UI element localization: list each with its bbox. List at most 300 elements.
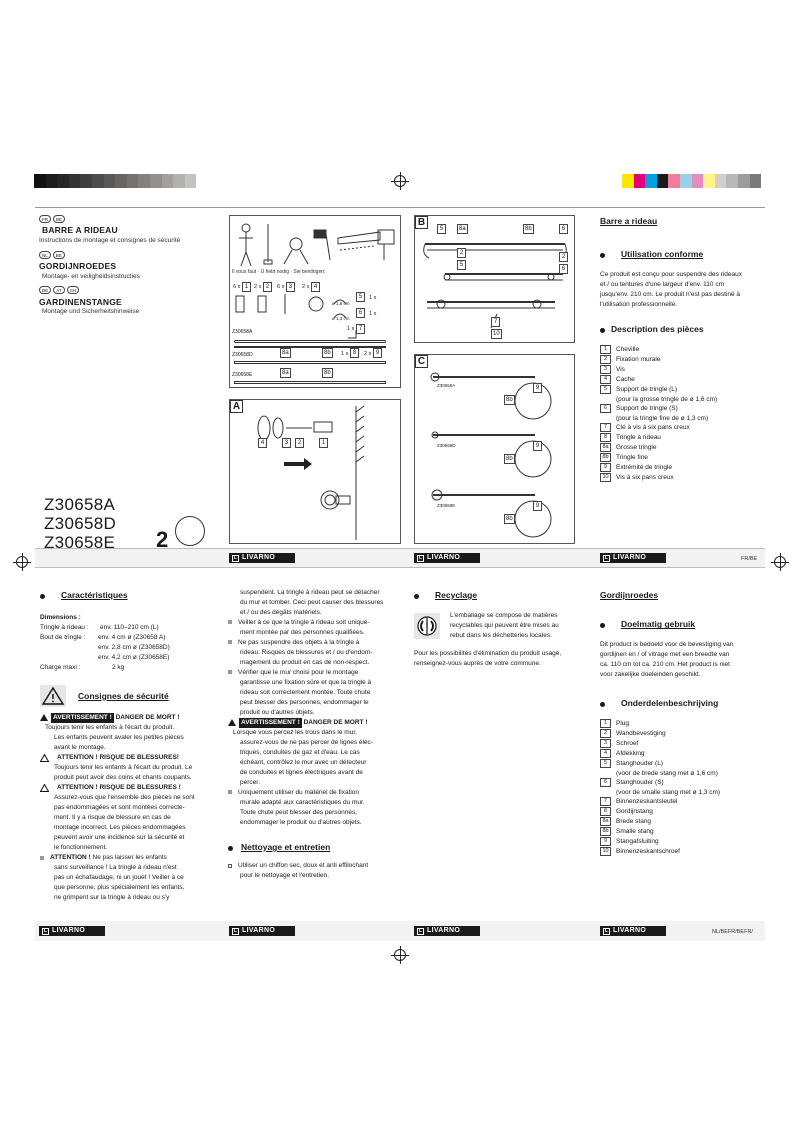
bullet-square-icon bbox=[228, 670, 232, 674]
bullet-item bbox=[228, 788, 406, 798]
text-line: recyclables qui peuvent être mises au bbox=[450, 622, 559, 630]
part-label: Plug bbox=[616, 720, 630, 728]
bullet-icon bbox=[414, 594, 419, 599]
part-extra: (voor de brede stang met ø 1,6 cm) bbox=[616, 770, 718, 778]
part-number-box: 8 bbox=[600, 433, 611, 442]
crop-line bbox=[35, 207, 765, 208]
part-number-box: 8a bbox=[282, 370, 289, 376]
lang-badge: DE bbox=[39, 286, 51, 294]
dim-label: Bout de tringle : bbox=[40, 634, 86, 642]
brand-text: LIVARNO bbox=[613, 927, 647, 935]
page-number-circle bbox=[175, 516, 205, 546]
heading-text: Consignes de sécurité bbox=[78, 690, 169, 701]
bullet-icon bbox=[228, 846, 233, 851]
cover-subtitle-de: Montage und Sicherheitshinweise bbox=[42, 308, 140, 316]
part-row bbox=[600, 365, 770, 374]
brand-text: LIVARNO bbox=[613, 554, 647, 562]
part-label: Gordijnstang bbox=[616, 808, 653, 816]
nl-column bbox=[600, 590, 770, 857]
part-label: Afdekking bbox=[616, 750, 645, 758]
part-number-box: 8b bbox=[324, 350, 331, 356]
part-number-box: 10 bbox=[493, 331, 500, 337]
part-number-box: 8 bbox=[600, 807, 611, 816]
color-swatch bbox=[657, 174, 669, 188]
text-line: ment montée par des personnes qualifiées. bbox=[240, 629, 365, 636]
text-line: peut blesser des personnes, endommager le bbox=[240, 699, 369, 706]
part-label: Stanghouder (L) bbox=[616, 760, 663, 768]
qty-label: 1 x bbox=[369, 295, 377, 301]
part-number-box: 6 bbox=[600, 404, 611, 413]
heading-text: Nettoyage et entretien bbox=[241, 842, 331, 852]
cleaning-text bbox=[228, 861, 406, 881]
bullet-icon bbox=[40, 594, 45, 599]
recycling-block bbox=[414, 611, 592, 641]
part-number-box: 5 bbox=[437, 224, 446, 234]
color-swatch bbox=[750, 174, 762, 188]
dimension-label: ø 1,3 cm bbox=[332, 316, 350, 321]
variant-label: Z30658D bbox=[232, 352, 253, 358]
part-row bbox=[600, 817, 770, 826]
part-number-box: 10 bbox=[600, 473, 611, 482]
brand-text: LIVARNO bbox=[427, 554, 461, 562]
dim-row bbox=[40, 643, 218, 653]
brand-logo bbox=[39, 926, 105, 936]
rod-drawing bbox=[234, 346, 386, 348]
section-heading bbox=[40, 590, 218, 601]
part-number-box: 3 bbox=[600, 739, 611, 748]
qty-label: 2 x bbox=[254, 284, 262, 290]
figure-a-wall-mount bbox=[229, 399, 401, 544]
process-color-bar bbox=[622, 174, 761, 188]
part-number-box: 9 bbox=[600, 463, 611, 472]
figure-label: C bbox=[415, 355, 428, 368]
brand-logo bbox=[229, 926, 295, 936]
safety-continued-column bbox=[228, 588, 406, 881]
safety-continued bbox=[228, 588, 406, 828]
text-line: montage incorrect. Les pièces endommagées bbox=[54, 824, 186, 832]
dim-value: env. 2,8 cm ø (Z30658D) bbox=[98, 644, 170, 652]
bullet-icon bbox=[600, 328, 605, 333]
text-line: Utiliser un chiffon sec, doux et anti effilochant bbox=[238, 862, 369, 870]
part-number-box: 8a bbox=[600, 443, 611, 452]
text-line: Dit product is bedoeld voor de bevestiging van bbox=[600, 640, 734, 648]
variant-label: Z30658A bbox=[437, 383, 456, 388]
part-label: Stangafsluiting bbox=[616, 838, 659, 846]
heading-text: Doelmatig gebruik bbox=[621, 619, 696, 630]
model-number: Z30658E bbox=[44, 533, 116, 552]
brand-logo bbox=[229, 553, 295, 563]
text-line: Ne pas suspendre des objets à la tringle à bbox=[238, 639, 360, 646]
registration-mark-right bbox=[774, 556, 786, 568]
caution-triangle-icon bbox=[40, 784, 49, 792]
model-number: Z30658A bbox=[44, 495, 116, 514]
heading-text: Utilisation conforme bbox=[621, 249, 704, 260]
bullet-item bbox=[228, 638, 406, 648]
tools-illustration bbox=[230, 216, 401, 276]
section-title: Gordijnroedes bbox=[600, 590, 659, 600]
text-line: ment. Il y a risque de blessure en cas de bbox=[54, 814, 171, 822]
part-label: Vis bbox=[616, 366, 625, 374]
logo-icon: L bbox=[233, 554, 238, 561]
color-swatch bbox=[715, 174, 727, 188]
attention-title: ATTENTION ! bbox=[50, 854, 91, 862]
brand-logo bbox=[600, 553, 666, 563]
part-row bbox=[600, 719, 770, 728]
text-line: magement du produit en cas de non-respect. bbox=[240, 659, 370, 666]
text-line: Pour les possibilités d'élimination du produit usagé, bbox=[414, 650, 562, 658]
part-number-box: 4 bbox=[600, 749, 611, 758]
green-dot-recycling-icon bbox=[414, 613, 440, 639]
part-number-box: 8a bbox=[282, 350, 289, 356]
warning-tag: AVERTISSEMENT ! bbox=[241, 719, 300, 726]
text-line: échéant, contrôlez le mur avec un détecteur bbox=[240, 759, 367, 766]
fr-intro-column bbox=[600, 216, 770, 483]
lang-badge: NL bbox=[39, 251, 51, 259]
color-swatch bbox=[150, 174, 162, 188]
part-number-box: 4 bbox=[311, 282, 320, 292]
dim-value: 2 kg bbox=[112, 664, 125, 672]
figure-label: B bbox=[415, 216, 428, 229]
lang-badges-de bbox=[39, 286, 224, 295]
bullet-item bbox=[228, 668, 406, 678]
warning-title: DANGER DE MORT ! bbox=[303, 719, 368, 726]
bullet-square-icon bbox=[228, 864, 232, 868]
color-swatch bbox=[127, 174, 139, 188]
qty-label: 6 x bbox=[277, 284, 285, 290]
color-swatch bbox=[692, 174, 704, 188]
brand-text: LIVARNO bbox=[427, 927, 461, 935]
color-swatch bbox=[34, 174, 46, 188]
heading-text: Onderdelenbeschrijving bbox=[621, 697, 719, 708]
bullet-square-icon bbox=[40, 856, 44, 860]
attention-line bbox=[40, 783, 218, 793]
part-row bbox=[600, 729, 770, 738]
recycling-text bbox=[450, 611, 559, 641]
text-line: de conduites et lignes électriques avant de bbox=[240, 769, 363, 776]
part-number-box: 1 bbox=[600, 719, 611, 728]
text-line: L'emballage se compose de matières bbox=[450, 612, 558, 620]
part-number-box: 9 bbox=[533, 383, 542, 393]
part-label: Schroef bbox=[616, 740, 639, 748]
part-number-box: 8b bbox=[506, 516, 513, 522]
cover-title-de: GARDINENSTANGE bbox=[39, 296, 122, 307]
use-text-nl bbox=[600, 640, 770, 680]
part-number-box: 3 bbox=[286, 282, 295, 292]
color-swatch bbox=[726, 174, 738, 188]
part-number-box: 8b bbox=[506, 456, 513, 462]
disposal-text bbox=[414, 649, 592, 669]
model-number: Z30658D bbox=[44, 514, 117, 533]
text-line: Ce produit est conçu pour suspendre des rideaux bbox=[600, 270, 743, 278]
part-number-box: 6 bbox=[356, 308, 365, 318]
registration-mark-bottom bbox=[394, 949, 406, 961]
warning-icon bbox=[228, 719, 236, 726]
part-row bbox=[600, 778, 770, 787]
text-line: jusqu'env. 210 cm. Le produit n'est pas destiné à bbox=[600, 290, 741, 298]
part-row bbox=[600, 443, 770, 452]
text-line: peuvent avoir une incidence sur la sécurité et bbox=[54, 834, 185, 842]
dimensions-block bbox=[40, 613, 218, 673]
part-label: Smalle stang bbox=[616, 828, 654, 836]
part-row bbox=[600, 847, 770, 856]
part-label: Fixation murale bbox=[616, 356, 661, 364]
part-number-box: 2 bbox=[600, 355, 611, 364]
parts-list-nl bbox=[600, 719, 770, 856]
variant-label: Z30658A bbox=[232, 329, 253, 335]
color-swatch bbox=[92, 174, 104, 188]
logo-icon: L bbox=[604, 554, 609, 561]
color-swatch bbox=[57, 174, 69, 188]
part-number-box: 3 bbox=[600, 365, 611, 374]
warning-line bbox=[40, 713, 218, 723]
rod-drawing bbox=[234, 340, 386, 343]
text-line: et / ou tentures d'une largeur d'env. 110 cm bbox=[600, 280, 725, 288]
brand-text: LIVARNO bbox=[52, 927, 86, 935]
part-number-box: 1 bbox=[319, 438, 328, 448]
part-number-box: 8a bbox=[600, 817, 611, 826]
brand-logo bbox=[414, 926, 480, 936]
text-line: Toujours tenir les enfants à l'écart du produit. Le bbox=[54, 764, 193, 772]
logo-icon: L bbox=[233, 927, 238, 934]
dim-row bbox=[40, 623, 218, 633]
part-number-box: 8b bbox=[525, 226, 532, 232]
part-number-box: 9 bbox=[533, 441, 542, 451]
text-line: ne grimpent sur la tringle à rideau ou s'y bbox=[54, 894, 170, 902]
variant-label: Z30658E bbox=[437, 503, 456, 508]
text-line: Ne pas laisser les enfants bbox=[90, 854, 167, 862]
dimension-label: ø 1,6 cm bbox=[332, 301, 350, 306]
text-line: murale adapté aux caractéristiques du mur. bbox=[240, 799, 365, 806]
logo-icon: L bbox=[418, 927, 423, 934]
part-label: Vis à six pans creux bbox=[616, 474, 674, 482]
text-line: pour le nettoyage et l'entretien. bbox=[240, 872, 330, 880]
part-row bbox=[600, 345, 770, 354]
part-row bbox=[600, 404, 770, 413]
text-line: suspendent. La tringle à rideau peut se détacher bbox=[240, 589, 380, 596]
parts-list-fr bbox=[600, 345, 770, 482]
fold-line bbox=[35, 567, 765, 568]
figure-c-rod-ends bbox=[414, 354, 575, 544]
part-number-box: 8a bbox=[459, 226, 466, 232]
part-row bbox=[600, 827, 770, 836]
warning-triangle-icon bbox=[40, 685, 66, 707]
dim-row bbox=[40, 653, 218, 663]
part-number-box: 2 bbox=[457, 248, 466, 258]
heading-text: Recyclage bbox=[435, 590, 478, 600]
part-number-box: 2 bbox=[263, 282, 272, 292]
region-label: FR/BE bbox=[741, 556, 758, 562]
part-number-box: 9 bbox=[600, 837, 611, 846]
part-label: Cache bbox=[616, 376, 635, 384]
rod-ends-illustration bbox=[415, 355, 575, 544]
text-line: pas endommagées et sont montées correcte- bbox=[54, 804, 185, 812]
dim-row bbox=[40, 633, 218, 643]
heading-text: Description des pièces bbox=[611, 323, 704, 334]
part-label: Tringle à rideau bbox=[616, 434, 661, 442]
part-row bbox=[600, 453, 770, 462]
cover-title-fr: BARRE A RIDEAU bbox=[42, 225, 118, 236]
use-text bbox=[600, 270, 770, 310]
part-number-box: 4 bbox=[600, 375, 611, 384]
part-label: Binnenzeskantsleutel bbox=[616, 798, 678, 806]
page-number: 2 bbox=[156, 527, 169, 552]
dim-value: env. 4,2 cm ø (Z30658E) bbox=[98, 654, 170, 662]
variant-label: Z30658E bbox=[232, 372, 253, 378]
part-number-box: 9 bbox=[373, 348, 382, 358]
dim-value: env. 110–210 cm (L) bbox=[100, 624, 159, 632]
dimensions-heading: Dimensions : bbox=[40, 614, 81, 622]
color-swatch bbox=[622, 174, 634, 188]
part-number-box: 1 bbox=[242, 282, 251, 292]
text-line: Les enfants peuvent avaler les petites pièces bbox=[54, 734, 184, 742]
text-line: l'utilisation professionnelle. bbox=[600, 300, 678, 308]
part-extra: (pour la tringle fine de ø 1,3 cm) bbox=[616, 415, 709, 423]
section-heading bbox=[600, 698, 770, 709]
bullet-item bbox=[228, 861, 406, 871]
registration-mark-top bbox=[394, 175, 406, 187]
dim-label: Tringle à rideau : bbox=[40, 624, 89, 632]
part-number-box: 4 bbox=[258, 438, 267, 448]
cover-subtitle-nl: Montage- en veiligheidsinstructies bbox=[42, 272, 140, 280]
dim-value: env. 4 cm ø (Z30658 A) bbox=[98, 634, 166, 642]
text-line: rideau. Risques de blessures et / ou d'endom- bbox=[240, 649, 373, 656]
part-number-box: 6 bbox=[559, 264, 568, 274]
attention-line bbox=[40, 753, 218, 763]
part-row bbox=[600, 749, 770, 758]
bullet-icon bbox=[600, 623, 605, 628]
dim-row bbox=[40, 663, 218, 673]
color-swatch bbox=[69, 174, 81, 188]
lang-badge: AT bbox=[53, 286, 64, 294]
color-swatch bbox=[115, 174, 127, 188]
color-swatch bbox=[173, 174, 185, 188]
color-swatch bbox=[138, 174, 150, 188]
color-swatch bbox=[80, 174, 92, 188]
text-line: produit peut avoir des coins et chants coupants. bbox=[54, 774, 192, 782]
text-line: que personne, plus spécialement les enfants, bbox=[54, 884, 185, 892]
brand-text: LIVARNO bbox=[242, 554, 276, 562]
lang-badges-fr bbox=[39, 215, 224, 224]
cover-subtitle-fr: Instructions de montage et consignes de sécurité bbox=[39, 236, 181, 244]
text-line: Toute chute peut blesser des personnes, bbox=[240, 809, 358, 816]
text-line: rebut dans les déchetteries locales. bbox=[450, 632, 552, 640]
figure-tools-parts bbox=[229, 215, 401, 388]
dim-label: Charge maxi : bbox=[40, 664, 81, 672]
part-number-box: 7 bbox=[600, 797, 611, 806]
part-row bbox=[600, 797, 770, 806]
attention-title: ATTENTION ! RISQUE DE BLESSURES! bbox=[57, 754, 179, 762]
warning-line bbox=[228, 718, 406, 728]
attention-line bbox=[40, 853, 218, 863]
safety-heading bbox=[40, 685, 218, 707]
text-line: pas un échafaudage, ni un jouet ! Veiller à ce bbox=[54, 874, 184, 882]
heading-text: Caractéristiques bbox=[61, 590, 128, 600]
part-row bbox=[600, 463, 770, 472]
text-line: Veiller à ce que la tringle à rideau soit unique- bbox=[238, 619, 370, 626]
part-row bbox=[600, 375, 770, 384]
section-title: Barre a rideau bbox=[600, 216, 658, 226]
qty-label: 1 x bbox=[347, 326, 355, 332]
part-label: Binnenzeskantschroef bbox=[616, 848, 680, 856]
text-line: sans surveillance ! La tringle à rideau n'est bbox=[54, 864, 177, 872]
lang-badge: BE bbox=[53, 215, 65, 223]
qty-label: 6 x bbox=[233, 284, 241, 290]
figure-b-rod-assembly bbox=[414, 215, 575, 343]
color-swatch bbox=[46, 174, 58, 188]
part-number-box: 2 bbox=[295, 438, 304, 448]
bullet-icon bbox=[600, 702, 605, 707]
wall-mount-illustration bbox=[230, 400, 401, 544]
warning-block bbox=[40, 713, 218, 903]
grayscale-color-bar bbox=[34, 174, 196, 188]
text-line: Assurez-vous que l'ensemble des pièces ne sont bbox=[54, 794, 195, 802]
part-label: Extrémité de tringle bbox=[616, 464, 672, 472]
brand-text: LIVARNO bbox=[242, 927, 276, 935]
part-number-box: 8b bbox=[600, 453, 611, 462]
part-row bbox=[600, 739, 770, 748]
text-line: ca. 110 cm tot ca. 210 cm. Het product is niet bbox=[600, 660, 730, 668]
part-label: Support de tringle (L) bbox=[616, 386, 678, 394]
caution-triangle-icon bbox=[40, 754, 49, 762]
part-number-box: 2 bbox=[559, 252, 568, 262]
section-heading bbox=[414, 590, 592, 601]
part-number-box: 1 bbox=[600, 345, 611, 354]
color-swatch bbox=[104, 174, 116, 188]
bullet-icon bbox=[600, 253, 605, 258]
lang-badge: BE bbox=[53, 251, 65, 259]
color-swatch bbox=[738, 174, 750, 188]
part-label: Grosse tringle bbox=[616, 444, 657, 452]
part-label: Support de tringle (S) bbox=[616, 405, 678, 413]
lang-badge: FR bbox=[39, 215, 51, 223]
part-row bbox=[600, 433, 770, 442]
part-row bbox=[600, 759, 770, 768]
color-swatch bbox=[680, 174, 692, 188]
part-label: Cheville bbox=[616, 346, 640, 354]
qty-label: 2 x bbox=[364, 351, 372, 357]
color-swatch bbox=[185, 174, 197, 188]
text-line: assurez-vous de ne pas percer de lignes élec- bbox=[240, 739, 373, 746]
text-line: renseignez-vous auprès de votre commune. bbox=[414, 660, 541, 668]
logo-icon: L bbox=[604, 927, 609, 934]
part-label: Clé à vis à six pans creux bbox=[616, 424, 690, 432]
color-swatch bbox=[668, 174, 680, 188]
text-line: et / ou des dégâts matériels. bbox=[240, 609, 322, 616]
part-number-box: 10 bbox=[600, 847, 611, 856]
part-row bbox=[600, 385, 770, 394]
text-line: endommager le produit ou d'autres objets. bbox=[240, 819, 362, 826]
part-row bbox=[600, 837, 770, 846]
bullet-square-icon bbox=[228, 790, 232, 794]
logo-icon: L bbox=[43, 927, 48, 934]
warning-title: DANGER DE MORT ! bbox=[115, 714, 180, 722]
color-swatch bbox=[645, 174, 657, 188]
part-number-box: 8 bbox=[350, 348, 359, 358]
variant-label: Z30658D bbox=[437, 443, 456, 448]
text-line: percer. bbox=[240, 779, 260, 786]
figure-label: A bbox=[230, 400, 243, 413]
lang-badge: CH bbox=[67, 286, 80, 294]
part-row bbox=[600, 807, 770, 816]
text-line: Vérifier que le mur choisi pour le montage bbox=[238, 669, 359, 676]
part-extra: (pour la grosse tringle de ø 1,6 cm) bbox=[616, 396, 718, 404]
text-line: le fonctionnement. bbox=[54, 844, 108, 852]
section-heading bbox=[600, 249, 770, 260]
cover-panel bbox=[39, 215, 224, 317]
part-number-box: 8b bbox=[324, 370, 331, 376]
color-swatch bbox=[162, 174, 174, 188]
region-label: NL/BEFR/BEFR/ bbox=[712, 929, 753, 935]
